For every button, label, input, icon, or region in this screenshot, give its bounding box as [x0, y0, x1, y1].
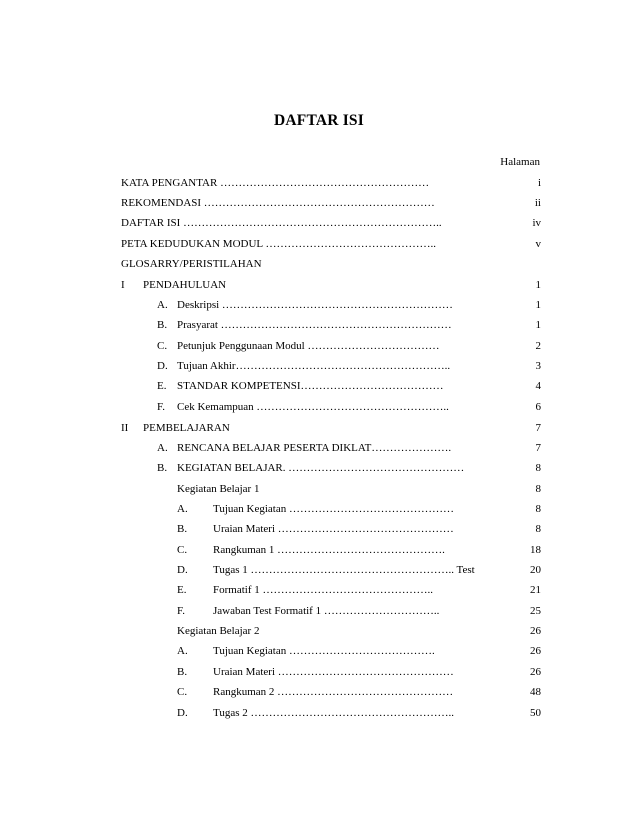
toc-entry-page-number: 21: [530, 584, 541, 596]
toc-entry-page-number: v: [535, 238, 541, 250]
toc-entry-number: E.: [177, 584, 187, 596]
toc-entry: [121, 482, 541, 497]
toc-entry-number: A.: [177, 503, 188, 515]
toc-entry-page-number: 6: [535, 401, 541, 413]
toc-entry-label: PENDAHULUAN: [143, 279, 227, 291]
toc-entry-page-number: 25: [530, 605, 541, 617]
toc-entry: [121, 196, 541, 211]
toc-entry-label: Rangkuman 2 …………………………………………: [213, 686, 454, 698]
toc-entry-label: Cek Kemampuan ……………………………………………..: [177, 401, 449, 413]
toc-entry-number: D.: [157, 360, 168, 372]
toc-entry-number: I: [121, 279, 125, 291]
toc-entry-label: Kegiatan Belajar 2: [177, 625, 260, 637]
toc-entry-page-number: 26: [530, 666, 541, 678]
toc-entry: [121, 543, 541, 558]
toc-entry-number: D.: [177, 707, 188, 719]
toc-entry-page-number: 8: [535, 462, 541, 474]
toc-entry-number: B.: [157, 462, 168, 474]
toc-entry-label: GLOSARRY/PERISTILAHAN: [121, 258, 262, 270]
toc-entry-number: C.: [177, 686, 188, 698]
toc-entry: [121, 216, 541, 231]
toc-entry-page-number: 7: [535, 442, 541, 454]
toc-entry-number: A.: [157, 442, 168, 454]
toc-entry-page-number: 8: [535, 483, 541, 495]
toc-entry-page-number: 1: [535, 319, 541, 331]
toc-entry-number: B.: [177, 666, 188, 678]
toc-entry-number: II: [121, 422, 129, 434]
toc-entry-number: C.: [177, 544, 188, 556]
toc-entry: [121, 421, 541, 436]
toc-entry: [121, 461, 541, 476]
toc-entry-label: Uraian Materi …………………………………………: [213, 523, 454, 535]
toc-entry: [121, 298, 541, 313]
toc-entry: [121, 257, 541, 272]
toc-entry: [121, 604, 541, 619]
toc-entry-label: Kegiatan Belajar 1: [177, 483, 260, 495]
toc-entry-number: A.: [177, 645, 188, 657]
toc-entry: [121, 583, 541, 598]
toc-entry: [121, 318, 541, 333]
toc-entry-page-number: 3: [535, 360, 541, 372]
toc-entry-page-number: 7: [535, 422, 541, 434]
toc-entry-number: E.: [157, 380, 167, 392]
toc-entry-label: PETA KEDUDUKAN MODUL ………………………………………..: [121, 238, 436, 250]
toc-entry-label: REKOMENDASI ………………………………………………………: [121, 197, 435, 209]
toc-entry-label: Rangkuman 1 ……………………………………….: [213, 544, 445, 556]
toc-entry-label: Formatif 1 ………………………………………..: [213, 584, 433, 596]
toc-entry-label: Tujuan Kegiatan ………………………………….: [213, 645, 435, 657]
toc-entry-label: Tujuan Akhir…………………………………………………..: [177, 360, 451, 372]
toc-entry-label: PEMBELAJARAN: [143, 422, 230, 434]
toc-entry-page-number: 1: [535, 279, 541, 291]
toc-entry: [121, 278, 541, 293]
page-title: DAFTAR ISI: [274, 112, 364, 129]
toc-entry-label: Deskripsi ………………………………………………………: [177, 299, 453, 311]
toc-entry-label: Petunjuk Penggunaan Modul ………………………………: [177, 340, 440, 352]
toc-entry-label: Tujuan Kegiatan ………………………………………: [213, 503, 454, 515]
toc-entry: [121, 176, 541, 191]
toc-entry: [121, 624, 541, 639]
toc-entry: [121, 359, 541, 374]
toc-entry-page-number: 1: [535, 299, 541, 311]
toc-entry-number: C.: [157, 340, 168, 352]
toc-entry-label: Tugas 1 ……………………………………………….. Test: [213, 564, 475, 576]
toc-entry: [121, 665, 541, 680]
toc-entry: [121, 339, 541, 354]
toc-entry-page-number: 18: [530, 544, 541, 556]
toc-entry-number: F.: [177, 605, 185, 617]
toc-entry-page-number: 20: [530, 564, 541, 576]
toc-entry-number: B.: [157, 319, 168, 331]
toc-entry-number: B.: [177, 523, 188, 535]
toc-entry-label: DAFTAR ISI ……………………………………………………………..: [121, 217, 442, 229]
toc-entry-page-number: 50: [530, 707, 541, 719]
toc-entry-page-number: 26: [530, 625, 541, 637]
toc-entry-page-number: 8: [535, 503, 541, 515]
toc-entry-label: KEGIATAN BELAJAR. …………………………………………: [177, 462, 465, 474]
toc-entry-number: D.: [177, 564, 188, 576]
toc-entry-label: STANDAR KOMPETENSI…………………………………: [177, 380, 444, 392]
toc-entry-page-number: 2: [535, 340, 541, 352]
toc-entry: [121, 522, 541, 537]
toc-entry: [121, 644, 541, 659]
toc-entry-label: KATA PENGANTAR …………………………………………………: [121, 177, 430, 189]
toc-entry: [121, 706, 541, 721]
toc-entry: [121, 379, 541, 394]
toc-entry-label: Prasyarat ………………………………………………………: [177, 319, 452, 331]
toc-entry-number: A.: [157, 299, 168, 311]
toc-entry-page-number: 8: [535, 523, 541, 535]
toc-entry: [121, 563, 541, 578]
page-column-header: Halaman: [500, 156, 540, 168]
toc-entry-page-number: i: [537, 177, 541, 189]
toc-entry-label: Uraian Materi …………………………………………: [213, 666, 454, 678]
toc-entry: [121, 502, 541, 517]
toc-entry-page-number: ii: [534, 197, 541, 209]
toc-entry-page-number: iv: [532, 217, 541, 229]
toc-entry-page-number: 26: [530, 645, 541, 657]
toc-entry: [121, 400, 541, 415]
toc-entry-label: RENCANA BELAJAR PESERTA DIKLAT………………….: [177, 442, 452, 454]
toc-entry: [121, 441, 541, 456]
toc-entry-page-number: 48: [530, 686, 541, 698]
toc-entry-label: Tugas 2 ………………………………………………..: [213, 707, 454, 719]
toc-entry: [121, 237, 541, 252]
toc-entry-label: Jawaban Test Formatif 1 …………………………..: [213, 605, 440, 617]
toc-entry-page-number: 4: [535, 380, 541, 392]
toc-entry-number: F.: [157, 401, 165, 413]
toc-entry: [121, 685, 541, 700]
